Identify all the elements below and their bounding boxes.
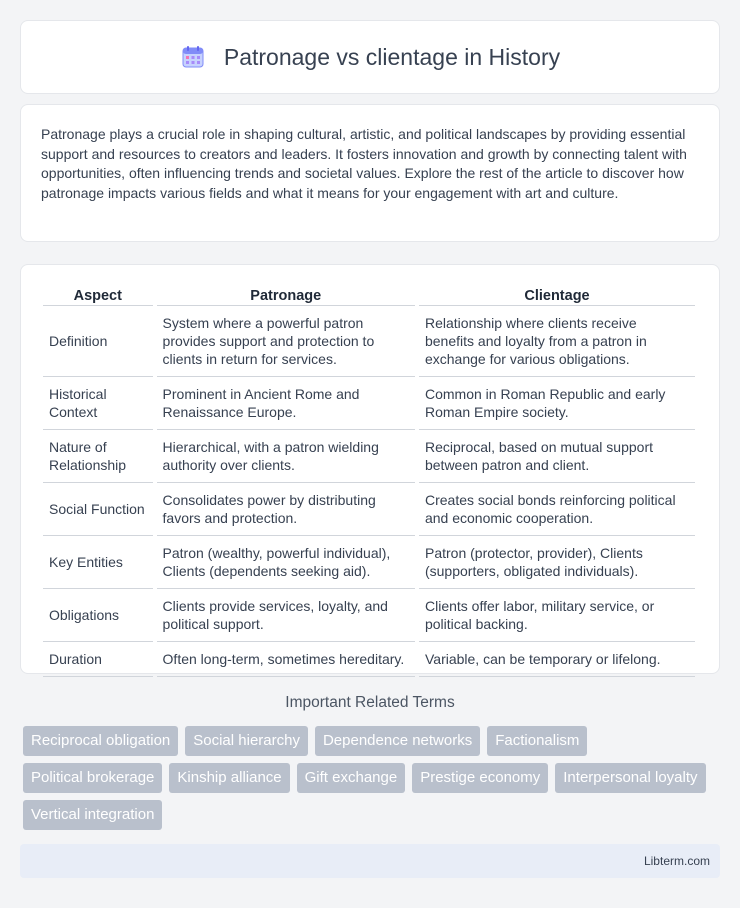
cell-patronage: Hierarchical, with a patron wielding authority over clients. xyxy=(157,430,415,483)
cell-patronage: System where a powerful patron provides support and protection to clients in return for services. xyxy=(157,306,415,377)
table-row xyxy=(43,536,695,589)
table-row xyxy=(43,483,695,536)
related-term-tag[interactable]: Reciprocal obligation xyxy=(23,726,178,756)
related-term-tag[interactable]: Gift exchange xyxy=(297,763,406,793)
cell-clientage: Variable, can be temporary or lifelong. xyxy=(419,642,695,677)
related-term-tag[interactable]: Prestige economy xyxy=(412,763,548,793)
cell-patronage: Prominent in Ancient Rome and Renaissance Europe. xyxy=(157,377,415,430)
cell-patronage: Often long-term, sometimes hereditary. xyxy=(157,642,415,677)
cell-aspect: Definition xyxy=(43,306,153,377)
table-header-row xyxy=(43,285,695,306)
cell-patronage: Patron (wealthy, powerful individual), Clients (dependents seeking aid). xyxy=(157,536,415,589)
related-term-tag[interactable]: Political brokerage xyxy=(23,763,162,793)
cell-clientage: Creates social bonds reinforcing political and economic cooperation. xyxy=(419,483,695,536)
cell-patronage: Consolidates power by distributing favors and protection. xyxy=(157,483,415,536)
page-title: Patronage vs clientage in History xyxy=(223,43,561,70)
related-term-tag[interactable]: Factionalism xyxy=(487,726,587,756)
cell-aspect: Nature of Relationship xyxy=(43,430,153,483)
cell-clientage: Common in Roman Republic and early Roman Empire society. xyxy=(419,377,695,430)
cell-clientage: Patron (protector, provider), Clients (supporters, obligated individuals). xyxy=(419,536,695,589)
calendar-icon xyxy=(180,44,206,70)
cell-clientage: Relationship where clients receive benefits and loyalty from a patron in exchange for various obligations. xyxy=(419,306,695,377)
header xyxy=(180,44,560,71)
footer xyxy=(20,844,720,878)
related-term-tag[interactable]: Social hierarchy xyxy=(185,726,308,756)
related-terms-title: Important Related Terms xyxy=(285,694,455,711)
intro-text: Patronage plays a crucial role in shaping cultural, artistic, and political landscapes by providing essential support and resources to creators and leaders. It fosters innovation and growth by connecting talent with opportunities, often influencing trends and societal values. Explore the rest of the article to discover how patronage impacts various fields and what it means for your engagement with art and culture. xyxy=(41,126,687,201)
table-row xyxy=(43,642,695,677)
related-terms-list xyxy=(23,726,723,830)
comparison-table-card xyxy=(20,264,720,674)
header-aspect: Aspect xyxy=(43,285,153,306)
related-term-tag[interactable]: Interpersonal loyalty xyxy=(555,763,705,793)
header-card xyxy=(20,20,720,94)
related-term-tag[interactable]: Dependence networks xyxy=(315,726,480,756)
related-term-tag[interactable]: Vertical integration xyxy=(23,800,162,830)
comparison-table xyxy=(39,285,699,677)
header-clientage: Clientage xyxy=(419,285,695,306)
cell-aspect: Key Entities xyxy=(43,536,153,589)
related-term-tag[interactable]: Kinship alliance xyxy=(169,763,289,793)
cell-aspect: Social Function xyxy=(43,483,153,536)
table-row xyxy=(43,377,695,430)
table-row xyxy=(43,430,695,483)
cell-aspect: Historical Context xyxy=(43,377,153,430)
table-row xyxy=(43,306,695,377)
cell-aspect: Duration xyxy=(43,642,153,677)
cell-aspect: Obligations xyxy=(43,589,153,642)
header-patronage: Patronage xyxy=(157,285,415,306)
footer-site-link[interactable]: Libterm.com xyxy=(643,854,710,868)
table-row xyxy=(43,589,695,642)
cell-clientage: Clients offer labor, military service, or political backing. xyxy=(419,589,695,642)
intro-card xyxy=(20,104,720,242)
cell-patronage: Clients provide services, loyalty, and political support. xyxy=(157,589,415,642)
cell-clientage: Reciprocal, based on mutual support between patron and client. xyxy=(419,430,695,483)
